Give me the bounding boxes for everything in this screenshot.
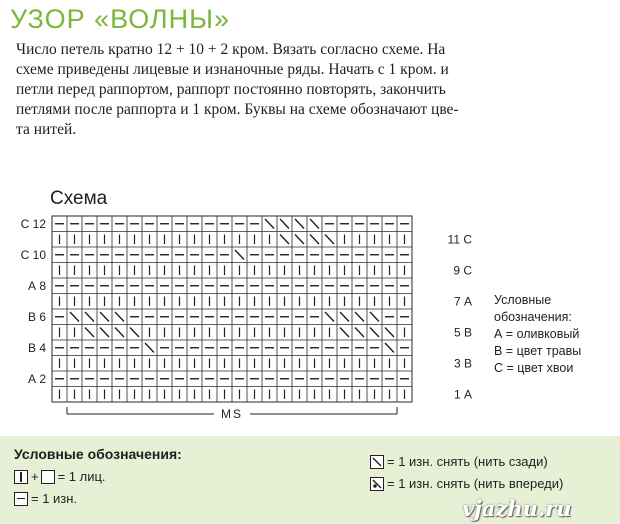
slip-front-icon — [370, 477, 384, 491]
plus-icon: + — [31, 469, 39, 484]
legend-slip-back-text: = 1 изн. снять (нить сзади) — [387, 454, 548, 469]
intro-line: петли перед раппортом, раппорт постоянно повторять, закончить — [16, 81, 446, 98]
color-legend-item: С = цвет хвои — [494, 361, 574, 375]
knitting-chart — [0, 200, 480, 436]
row-label-right: 9 С — [453, 263, 472, 278]
intro-line: Число петель кратно 12 + 10 + 2 кром. Вязать согласно схеме. На — [16, 41, 446, 58]
legend-slip-front — [370, 476, 563, 491]
purl-icon — [14, 492, 28, 506]
legend-knit-text: = 1 лиц. — [57, 469, 106, 484]
color-legend-item: А = оливковый — [494, 327, 580, 341]
row-label-left: С 10 — [20, 247, 46, 262]
row-label-right: 3 В — [453, 356, 472, 371]
intro-line: та нитей. — [16, 121, 77, 138]
knit-empty-icon — [41, 470, 55, 484]
watermark: vjazhu.ru — [462, 496, 572, 521]
pattern-title: УЗОР «ВОЛНЫ» — [10, 4, 231, 34]
intro-line: схеме приведены лицевые и изнаночные ряды. Начать с 1 кром. и — [16, 61, 449, 78]
legend-purl — [14, 491, 77, 506]
row-label-right: 11 С — [447, 232, 472, 247]
slip-back-icon — [370, 455, 384, 469]
color-legend — [494, 292, 581, 377]
intro-text — [16, 40, 612, 140]
scheme-title: Схема — [50, 188, 108, 209]
row-label-left: С 12 — [20, 216, 46, 231]
legend-slip-front-text: = 1 изн. снять (нить впереди) — [387, 476, 564, 491]
color-legend-item: В = цвет травы — [494, 344, 582, 358]
row-label-right: 5 В — [453, 325, 472, 340]
row-label-left: А 8 — [27, 278, 46, 293]
row-label-right: 1 А — [453, 387, 472, 402]
symbol-legend-title: Условные обозначения: — [14, 446, 182, 462]
legend-slip-back — [370, 454, 548, 469]
intro-line: петлями после раппорта и 1 кром. Буквы на схеме обозначают цве- — [16, 101, 459, 118]
color-legend-heading: обозначения: — [494, 310, 572, 324]
row-label-left: В 6 — [27, 309, 46, 324]
color-legend-heading: Условные — [494, 293, 552, 307]
row-label-right: 7 А — [453, 294, 472, 309]
symbol-legend — [0, 436, 620, 524]
legend-knit — [14, 469, 106, 484]
row-label-left: В 4 — [27, 340, 46, 355]
knit-vertical-icon — [14, 470, 28, 484]
row-label-left: А 2 — [27, 371, 46, 386]
legend-purl-text: = 1 изн. — [31, 491, 78, 506]
repeat-label: MS — [221, 407, 243, 421]
